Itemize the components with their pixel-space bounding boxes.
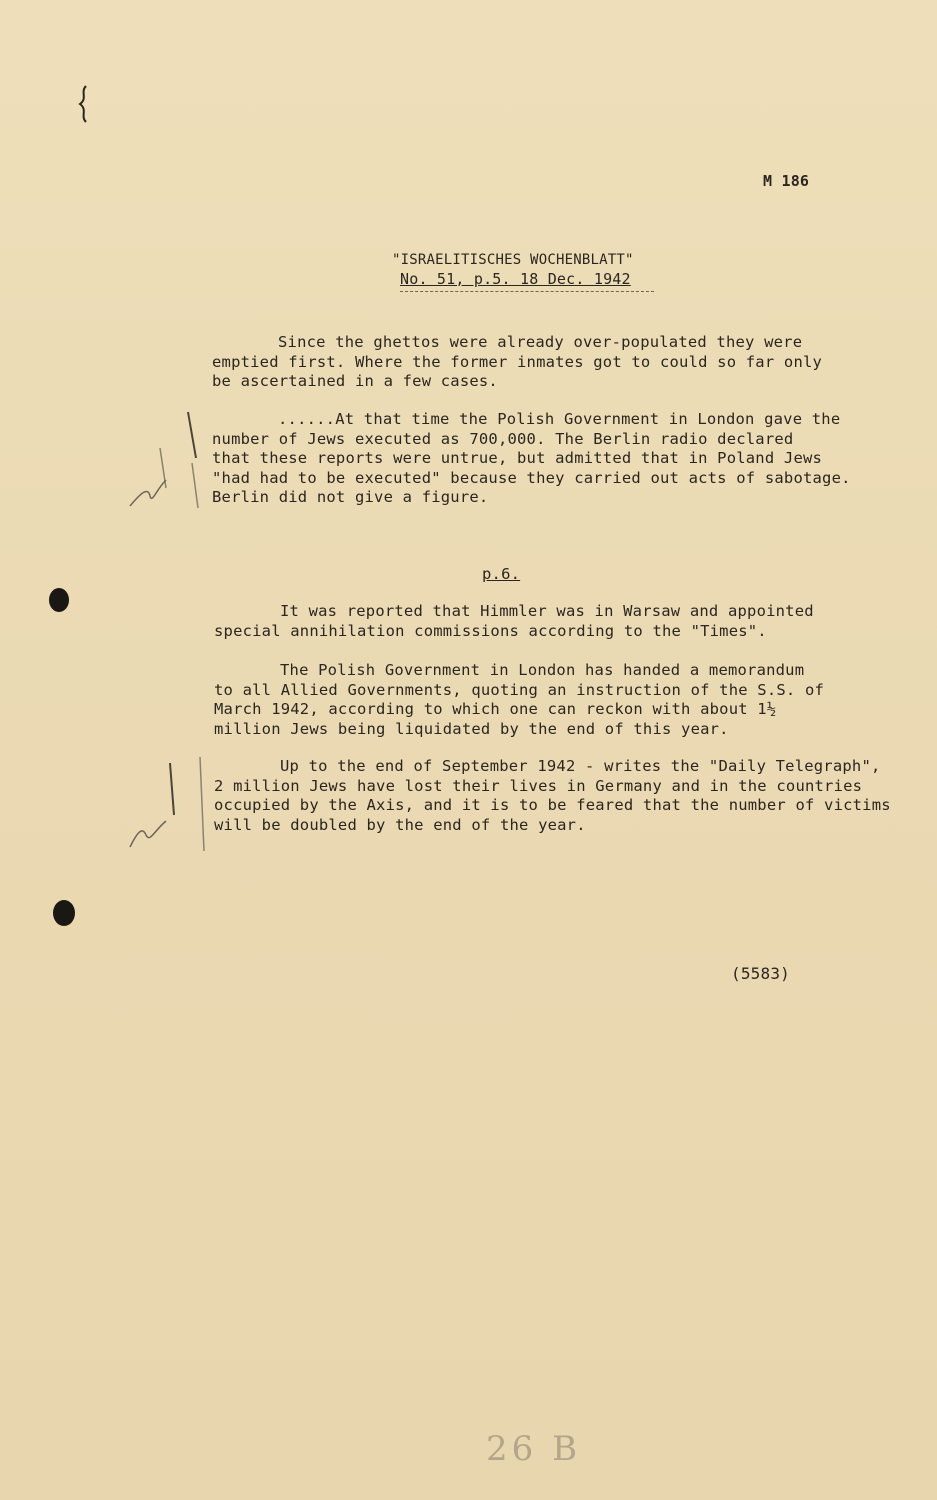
paragraph-polish-government (212, 410, 851, 508)
text-line: that these reports were untrue, but admitted that in Poland Jews (212, 449, 823, 467)
text-line: March 1942, according to which one can reckon with about 1½ (214, 700, 777, 718)
text-line: occupied by the Axis, and it is to be feared that the number of victims (214, 796, 891, 814)
text-line: emptied first. Where the former inmates got to could so far only (212, 352, 823, 371)
margin-bracket-mark (126, 755, 216, 855)
text-line: It was reported that Himmler was in Warsaw and appointed (280, 602, 814, 620)
bracket-mark (74, 84, 94, 124)
text-line: 2 million Jews have lost their lives in Germany and in the countries (214, 776, 863, 795)
page-number: (5583) (731, 964, 790, 983)
text-line: The Polish Government in London has handed a memorandum (280, 661, 805, 679)
publication-title: "ISRAELITISCHES WOCHENBLATT" (392, 252, 634, 268)
punch-hole (53, 900, 75, 926)
text-line: "had had to be executed" because they carried out acts of sabotage. (212, 468, 851, 487)
publication-issue: No. 51, p.5. 18 Dec. 1942 (400, 270, 631, 288)
title-underline (400, 291, 654, 292)
handwritten-number: 26 B (486, 1429, 582, 1469)
text-line: Berlin did not give a figure. (212, 488, 489, 506)
text-line: number of Jews executed as 700,000. The Berlin radio declared (212, 429, 794, 448)
text-line: ......At that time the Polish Government in London gave the (278, 410, 841, 428)
paragraph-himmler (214, 602, 814, 641)
text-line: special annihilation commissions according to the "Times". (214, 621, 767, 640)
paragraph-ghettos (212, 333, 822, 392)
text-line: will be doubled by the end of the year. (214, 815, 586, 834)
text-line: Up to the end of September 1942 - writes the "Daily Telegraph", (280, 757, 881, 775)
paragraph-memorandum (214, 661, 824, 739)
text-line: to all Allied Governments, quoting an instruction of the S.S. of (214, 680, 825, 699)
text-line: Since the ghettos were already over-populated they were (278, 333, 803, 351)
margin-bracket-mark (126, 408, 216, 518)
text-line: be ascertained in a few cases. (212, 372, 498, 390)
text-line: million Jews being liquidated by the end of this year. (214, 719, 729, 738)
section-heading: p.6. (482, 565, 521, 583)
document-reference: M 186 (763, 172, 810, 190)
paragraph-daily-telegraph (214, 757, 891, 835)
punch-hole (49, 588, 69, 612)
